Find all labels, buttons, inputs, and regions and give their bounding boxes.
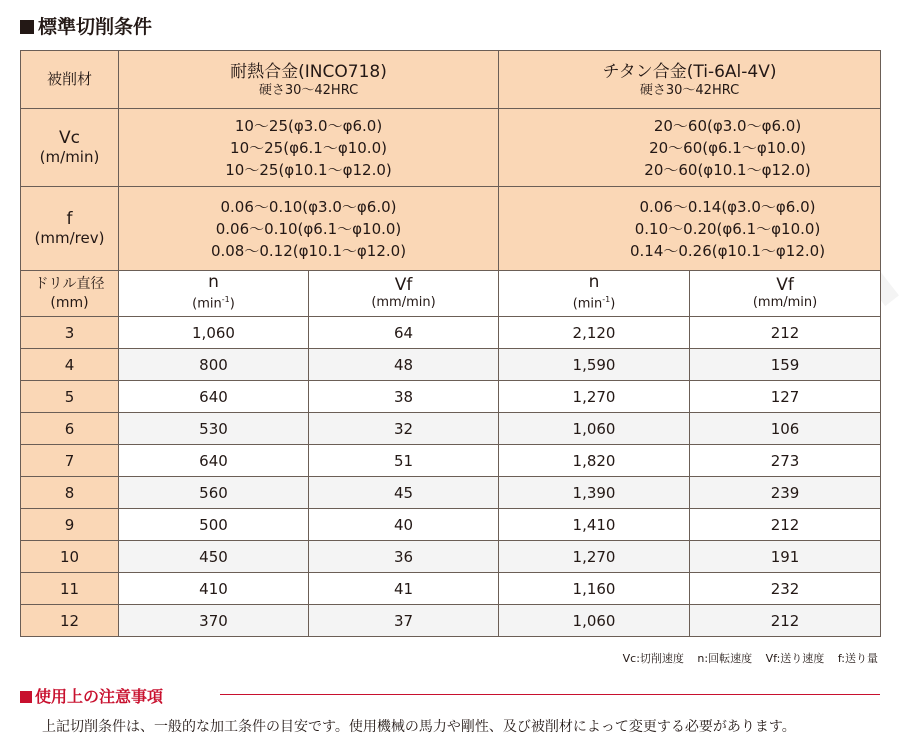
material-b-header [499, 51, 881, 109]
diameter-cell: 12 [21, 605, 119, 637]
n-a-cell: 1,060 [119, 317, 309, 349]
n-a-cell: 370 [119, 605, 309, 637]
vf-b-cell: 106 [690, 413, 881, 445]
material-b-name: チタン合金(Ti-6Al-4V) [602, 61, 777, 82]
n-b-cell: 1,820 [499, 445, 690, 477]
page-title [20, 12, 152, 39]
n-b-cell: 1,270 [499, 541, 690, 573]
vf-symbol: Vf [394, 274, 413, 295]
f-a-line: 0.06～0.10(φ6.1～φ10.0) [215, 219, 402, 238]
n-b-cell: 1,060 [499, 605, 690, 637]
vf-b-cell: 127 [690, 381, 881, 413]
n-unit: (min [192, 296, 222, 312]
table-row [21, 349, 881, 381]
vf-symbol: Vf [776, 274, 794, 295]
vf-a-cell: 32 [309, 413, 499, 445]
vf-b-cell: 212 [690, 509, 881, 541]
diameter-cell: 7 [21, 445, 119, 477]
f-label [21, 187, 119, 271]
vc-material-b [499, 109, 881, 187]
page-title-text: 標準切削条件 [38, 16, 153, 38]
vf-b-cell: 212 [690, 317, 881, 349]
n-a-cell: 640 [119, 381, 309, 413]
n-b-cell: 1,390 [499, 477, 690, 509]
n-unit-close: ) [610, 296, 616, 312]
n-unit-exponent: -1 [221, 295, 230, 305]
diameter-cell: 3 [21, 317, 119, 349]
diameter-cell: 5 [21, 381, 119, 413]
table-row [21, 509, 881, 541]
diameter-cell: 6 [21, 413, 119, 445]
material-a-hardness: 硬さ30～42HRC [258, 82, 359, 98]
vc-a-line: 10～25(φ6.1～φ10.0) [230, 138, 387, 157]
table-row [21, 605, 881, 637]
legend [613, 650, 878, 666]
table-row [21, 477, 881, 509]
diameter-header-text: ドリル直径 [34, 275, 105, 292]
f-material-a [119, 187, 499, 271]
vf-b-cell: 159 [690, 349, 881, 381]
vf-b-cell: 239 [690, 477, 881, 509]
vc-b-line: 20～60(φ6.1～φ10.0) [649, 138, 806, 157]
diameter-cell: 8 [21, 477, 119, 509]
vf-header-b [690, 271, 881, 317]
table-row [21, 541, 881, 573]
n-b-cell: 1,160 [499, 573, 690, 605]
diameter-cell: 10 [21, 541, 119, 573]
n-symbol: n [588, 272, 600, 293]
f-b-line: 0.10～0.20(φ6.1～φ10.0) [634, 219, 821, 238]
vc-label [21, 109, 119, 187]
caution-text: 上記切削条件は、一般的な加工条件の目安です。使用機械の馬力や剛性、及び被削材によって変更する必要があります。 [42, 719, 796, 735]
vf-a-cell: 45 [309, 477, 499, 509]
n-a-cell: 530 [119, 413, 309, 445]
vf-a-cell: 41 [309, 573, 499, 605]
vf-a-cell: 40 [309, 509, 499, 541]
n-b-cell: 1,060 [499, 413, 690, 445]
caution-divider [220, 694, 880, 695]
caution-title [20, 684, 163, 707]
diameter-header [21, 271, 119, 317]
table-row [21, 445, 881, 477]
material-label: 被削材 [21, 51, 119, 109]
vc-symbol: Vc [59, 127, 80, 148]
f-material-b [499, 187, 881, 271]
vf-a-cell: 38 [309, 381, 499, 413]
vf-a-cell: 51 [309, 445, 499, 477]
vf-a-cell: 36 [309, 541, 499, 573]
diameter-header-unit: (mm) [50, 294, 89, 311]
vc-a-line: 10～25(φ10.1～φ12.0) [225, 160, 392, 179]
n-a-cell: 500 [119, 509, 309, 541]
vf-header-a [309, 271, 499, 317]
rows-body [21, 317, 881, 637]
vc-b-line: 20～60(φ10.1～φ12.0) [644, 160, 811, 179]
vf-unit: (mm/min) [371, 294, 436, 310]
cutting-conditions-table [20, 50, 881, 637]
vc-b-line: 20～60(φ3.0～φ6.0) [653, 116, 802, 135]
f-a-line: 0.08～0.12(φ10.1～φ12.0) [210, 241, 407, 260]
material-a-name: 耐熱合金(INCO718) [230, 61, 387, 82]
n-b-cell: 1,410 [499, 509, 690, 541]
n-b-cell: 2,120 [499, 317, 690, 349]
diameter-cell: 9 [21, 509, 119, 541]
diameter-cell: 11 [21, 573, 119, 605]
f-a-line: 0.06～0.10(φ3.0～φ6.0) [220, 197, 397, 216]
vf-b-cell: 232 [690, 573, 881, 605]
n-a-cell: 800 [119, 349, 309, 381]
table-row [21, 573, 881, 605]
f-b-line: 0.14～0.26(φ10.1～φ12.0) [629, 241, 826, 260]
vf-a-cell: 64 [309, 317, 499, 349]
table-row [21, 381, 881, 413]
vf-b-cell: 212 [690, 605, 881, 637]
vf-a-cell: 37 [309, 605, 499, 637]
vf-b-cell: 191 [690, 541, 881, 573]
legend-item: Vc:切削速度 [622, 652, 684, 665]
f-symbol: f [66, 208, 73, 229]
caution-title-text: 使用上の注意事項 [35, 687, 164, 706]
n-b-cell: 1,270 [499, 381, 690, 413]
f-unit: (mm/rev) [34, 228, 105, 247]
vf-unit: (mm/min) [752, 294, 818, 310]
vf-a-cell: 48 [309, 349, 499, 381]
n-header-a [119, 271, 309, 317]
f-b-line: 0.06～0.14(φ3.0～φ6.0) [639, 197, 816, 216]
vc-unit: (m/min) [39, 147, 100, 166]
table-row [21, 317, 881, 349]
n-a-cell: 560 [119, 477, 309, 509]
n-a-cell: 410 [119, 573, 309, 605]
n-a-cell: 450 [119, 541, 309, 573]
n-unit-exponent: -1 [602, 295, 611, 305]
table-row [21, 413, 881, 445]
n-header-b [499, 271, 690, 317]
n-a-cell: 640 [119, 445, 309, 477]
diameter-cell: 4 [21, 349, 119, 381]
legend-item: Vf:送り速度 [765, 652, 825, 665]
n-unit: (min [572, 296, 603, 312]
n-b-cell: 1,590 [499, 349, 690, 381]
vc-material-a [119, 109, 499, 187]
legend-item: n:回転速度 [697, 652, 753, 665]
n-symbol: n [208, 272, 219, 293]
vc-a-line: 10～25(φ3.0～φ6.0) [234, 116, 383, 135]
material-b-hardness: 硬さ30～42HRC [639, 82, 740, 98]
legend-item: f:送り量 [837, 652, 878, 665]
n-unit-close: ) [229, 296, 235, 312]
material-a-header [119, 51, 499, 109]
vf-b-cell: 273 [690, 445, 881, 477]
